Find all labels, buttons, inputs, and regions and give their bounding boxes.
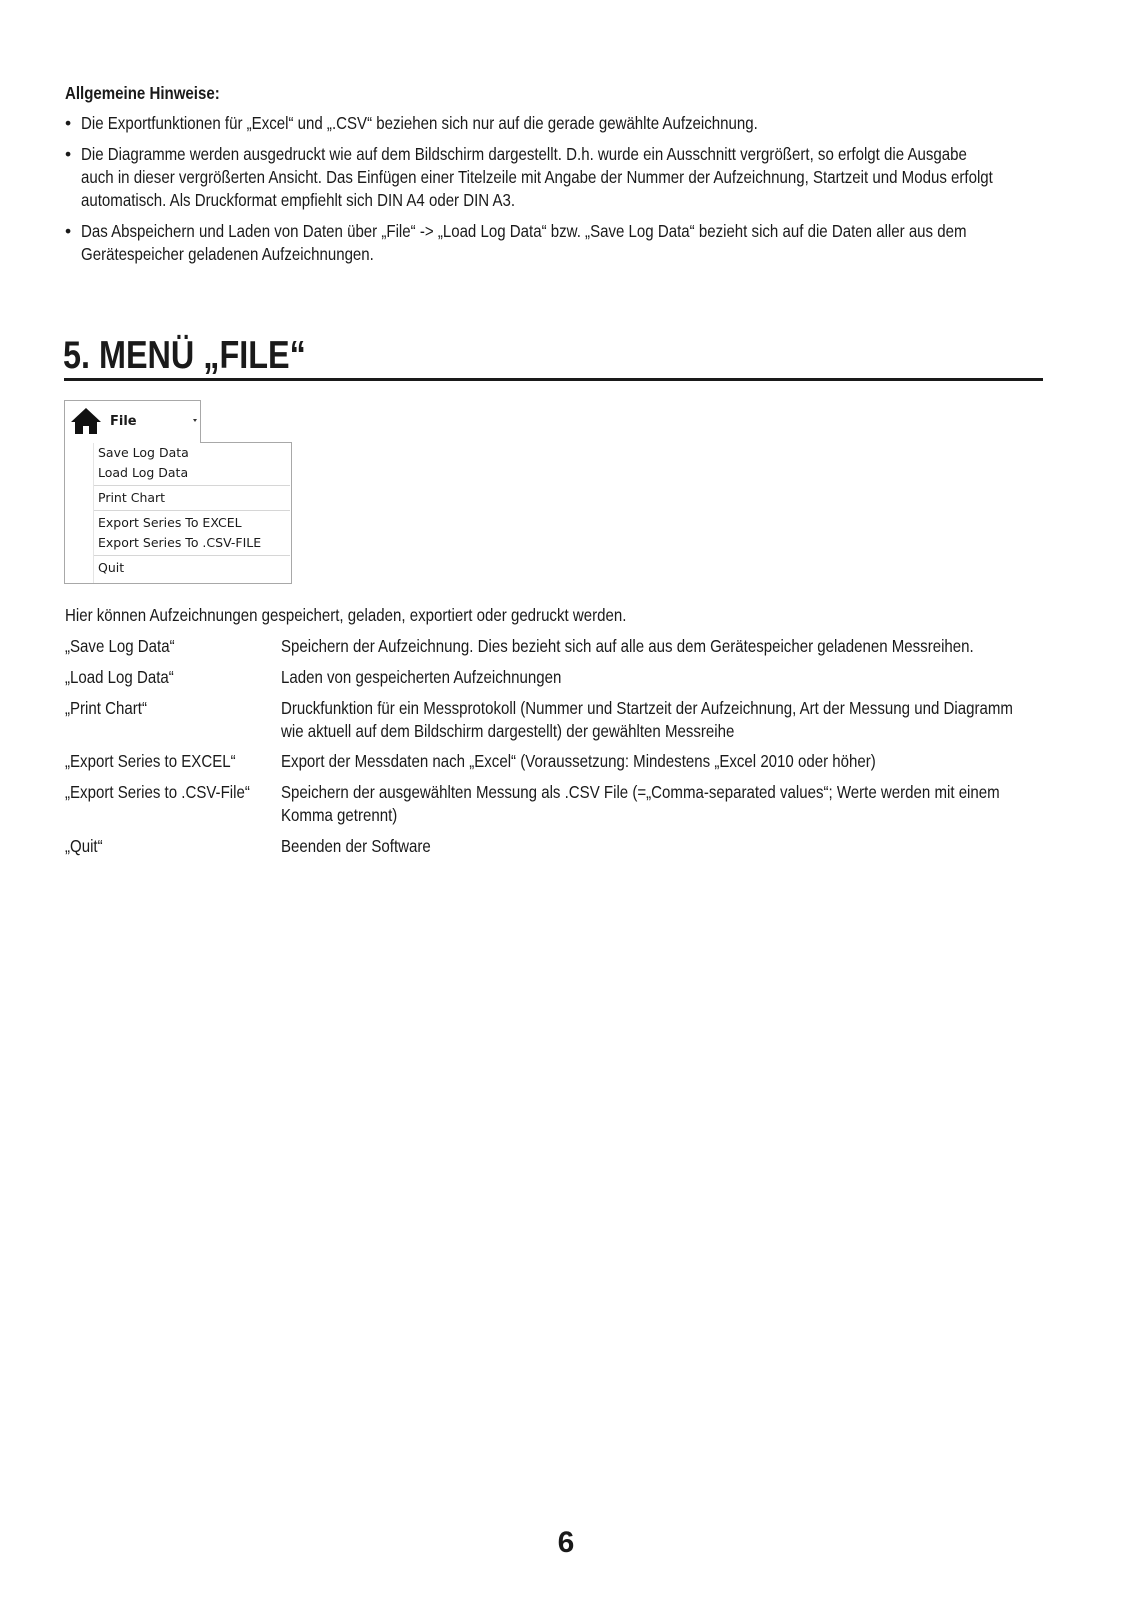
definition-description: Laden von gespeicherten Aufzeichnungen [281,667,562,687]
menu-item-print-chart[interactable]: Print Chart [98,490,166,505]
menu-separator [94,510,290,511]
notes-heading: Allgemeine Hinweise: [65,83,220,103]
definition-description: Druckfunktion für ein Messprotokoll (Nummer und Startzeit der Aufzeichnung, Art der Messung und Diagramm wie aktuell auf dem Bildschirm dargestellt) der gewählten Messreihe [281,698,1013,741]
note-line: auch in dieser vergrößerten Ansicht. Das Einfügen einer Titelzeile mit Angabe der Nummer der Aufzeichnung, Startzeit und Modus erfolgt [81,167,993,187]
note-line: Das Abspeichern und Laden von Daten über „File“ -> „Load Log Data“ bzw. „Save Log Data“ bezieht sich auf die Daten aller aus dem [81,221,967,241]
definition-description: Beenden der Software [281,836,431,856]
note-line: automatisch. Als Druckformat empfiehlt sich DIN A4 oder DIN A3. [81,190,516,210]
menu-separator [94,555,290,556]
file-menu-screenshot [64,400,292,584]
title-rule [64,378,1043,381]
note-line: Die Exportfunktionen für „Excel“ und „.CSV“ beziehen sich nur auf die gerade gewählte Aufzeichnung. [81,113,758,133]
chevron-down-icon [193,419,197,422]
menu-item-export-csv[interactable]: Export Series To .CSV-FILE [98,535,262,550]
page-number: 6 [557,1526,575,1559]
definition-term: „Quit“ [65,836,103,856]
definition-term: „Print Chart“ [65,698,147,718]
definition-term: „Export Series to .CSV-File“ [65,782,250,802]
home-icon [70,406,102,436]
menu-item-quit[interactable]: Quit [98,560,125,575]
definition-term: „Save Log Data“ [65,636,175,656]
bullet-marker: • [65,144,72,164]
definition-term: „Export Series to EXCEL“ [65,751,236,771]
note-line: Gerätespeicher geladenen Aufzeichnungen. [81,244,374,264]
menu-item-load-log-data[interactable]: Load Log Data [98,465,189,480]
file-tab-label: File [110,414,137,429]
menu-item-export-excel[interactable]: Export Series To EXCEL [98,515,242,530]
definition-term: „Load Log Data“ [65,667,174,687]
note-line: Die Diagramme werden ausgedruckt wie auf dem Bildschirm dargestellt. D.h. wurde ein Ausschnitt vergrößert, so erfolgt die Ausgabe [81,144,967,164]
definition-description: Export der Messdaten nach „Excel“ (Voraussetzung: Mindestens „Excel 2010 oder höher) [281,751,876,771]
bullet-marker: • [65,113,72,133]
file-menu-tab[interactable] [64,400,201,442]
menu-separator [94,485,290,486]
file-dropdown-menu [64,442,292,584]
definition-description: Speichern der ausgewählten Messung als .CSV File (=„Comma-separated values“; Werte werden mit einem Komma getrennt) [281,782,1000,825]
section-title: 5. MENÜ „FILE“ [63,334,306,377]
intro-text: Hier können Aufzeichnungen gespeichert, geladen, exportiert oder gedruckt werden. [65,605,627,625]
menu-item-save-log-data[interactable]: Save Log Data [98,445,189,460]
bullet-marker: • [65,221,72,241]
tab-menu-join [65,441,200,443]
definition-description: Speichern der Aufzeichnung. Dies bezieht sich auf alle aus dem Gerätespeicher geladenen Messreihen. [281,636,974,656]
menu-icon-gutter [93,443,94,583]
